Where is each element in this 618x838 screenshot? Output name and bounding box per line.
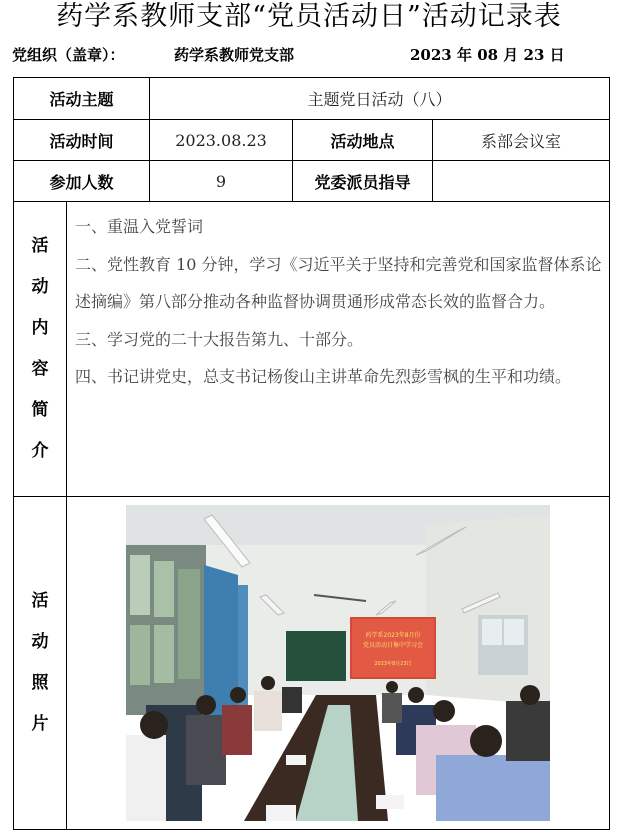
count-value: 9 — [150, 161, 293, 202]
place-label: 活动地点 — [293, 120, 433, 161]
place-value: 系部会议室 — [433, 120, 610, 161]
content-line: 四、书记讲党史，总支书记杨俊山主讲革命先烈彭雪枫的生平和功绩。 — [75, 367, 572, 386]
org-value: 药学系教师党支部 — [174, 46, 295, 64]
content-label: 活 动 内 容 简 介 — [14, 202, 67, 497]
content-line: 一、重温入党誓词 — [75, 217, 204, 236]
screen-text-3: 2023年8月23日 — [374, 661, 412, 667]
org-label: 党组织（盖章）： — [12, 46, 125, 64]
content-body — [67, 202, 610, 497]
screen-text-1: 药学系2023年8月份 — [365, 632, 421, 639]
photo-cell — [67, 497, 610, 830]
guide-label: 党委派员指导 — [293, 161, 433, 202]
time-label: 活动时间 — [14, 120, 150, 161]
screen-text-2: 党员活动日集中学习会 — [363, 642, 424, 649]
page-title: 药学系教师支部“党员活动日”活动记录表 — [56, 1, 562, 32]
content-line: 三、学习党的二十大报告第九、十部分。 — [75, 329, 364, 349]
activity-photo — [126, 505, 550, 821]
record-table — [13, 77, 610, 830]
photo-label: 活 动 照 片 — [14, 497, 67, 830]
time-value: 2023.08.23 — [150, 120, 293, 161]
record-date: 2023 年 08 月 23 日 — [410, 46, 565, 64]
theme-label: 活动主题 — [14, 78, 150, 120]
theme-value: 主题党日活动（八） — [150, 78, 610, 120]
count-label: 参加人数 — [14, 161, 150, 202]
content-line: 二、党性教育 10 分钟，学习《习近平关于坚持和完善党和国家监督体系论述摘编》第八部分推动各种监督协调贯通形成常态长效的监督合力。 — [75, 254, 602, 311]
guide-value — [433, 161, 610, 202]
